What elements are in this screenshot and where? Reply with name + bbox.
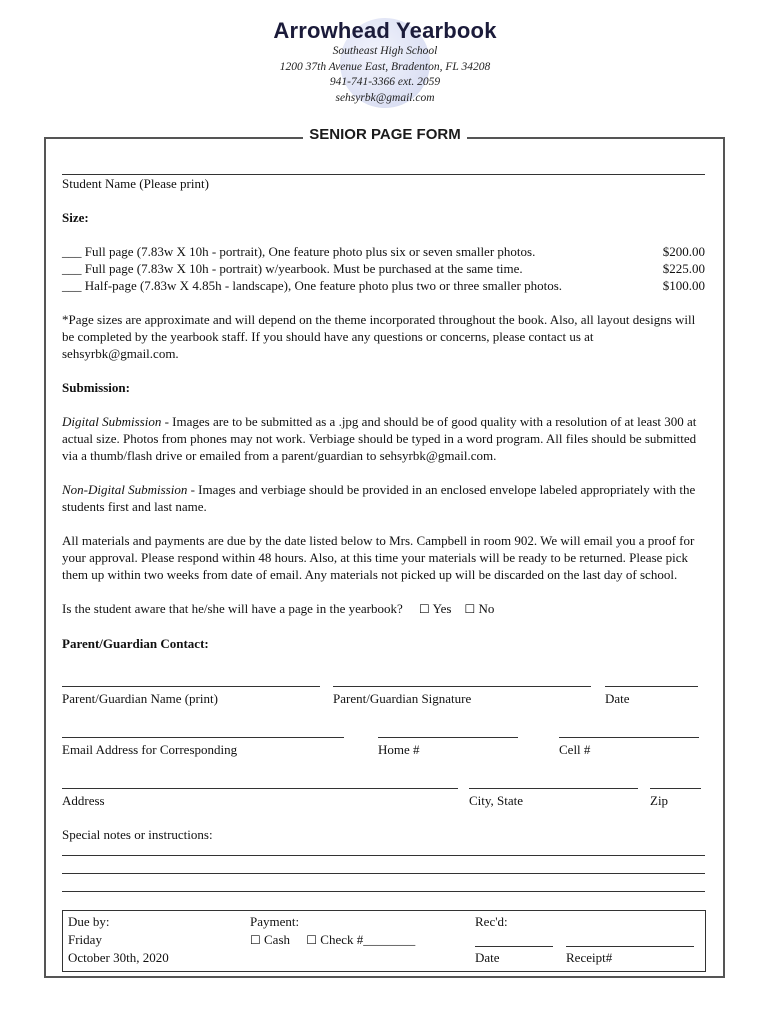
yearbook-title: Arrowhead Yearbook bbox=[273, 18, 497, 43]
digital-submission-paragraph bbox=[62, 413, 705, 464]
due-by-column bbox=[68, 913, 169, 967]
parent-signature-label: Parent/Guardian Signature bbox=[333, 691, 472, 706]
nondigital-submission-text: - Images and verbiage should be provided in an enclosed envelope labeled appropriately with the students first and last name. bbox=[62, 482, 696, 514]
school-phone: 941-741-3366 ext. 2059 bbox=[329, 76, 441, 88]
cell-label: Cell # bbox=[559, 742, 591, 757]
size-note: *Page sizes are approximate and will depend on the theme incorporated throughout the book. Also, all layout designs will be completed by the yearbook staff. If you should have any questions or concerns, please contact us at sehsyrbk@gmail.com. bbox=[62, 312, 696, 361]
recd-date-field[interactable] bbox=[475, 946, 553, 947]
zip-label: Zip bbox=[650, 793, 669, 808]
size-option-price: $200.00 bbox=[662, 244, 705, 259]
no-label: No bbox=[478, 601, 495, 616]
due-paragraph: All materials and payments are due by the date listed below to Mrs. Campbell in room 902. We will email you a proof for your approval. Please respond within 48 hours. Also, at this time your materials will be ready to be returned. Please pick them up within two weeks from date of email. Any materials not picked up will be discarded on the last day of school. bbox=[62, 533, 695, 582]
address-label: Address bbox=[62, 793, 105, 808]
check-label: Check #________ bbox=[320, 932, 416, 947]
yes-checkbox[interactable]: ☐ bbox=[419, 602, 430, 616]
school-email: sehsyrbk@gmail.com bbox=[335, 91, 435, 104]
form-title bbox=[0, 126, 770, 144]
notes-line-3[interactable] bbox=[62, 891, 705, 892]
size-heading: Size: bbox=[62, 210, 89, 225]
email-field[interactable] bbox=[62, 737, 344, 738]
yes-label: Yes bbox=[432, 601, 452, 616]
form-content bbox=[62, 160, 705, 892]
receipt-label: Receipt# bbox=[566, 950, 613, 965]
size-option-full[interactable] bbox=[62, 243, 705, 260]
recd-lines bbox=[475, 931, 508, 949]
city-state-field[interactable] bbox=[469, 788, 638, 789]
city-state-label: City, State bbox=[469, 793, 524, 808]
cell-phone-field[interactable] bbox=[559, 737, 699, 738]
due-day: Friday bbox=[68, 932, 102, 947]
aware-question: Is the student aware that he/she will have a page in the yearbook? bbox=[62, 601, 403, 616]
school-name: Southeast High School bbox=[332, 45, 438, 57]
office-use-box bbox=[62, 910, 706, 972]
home-phone-field[interactable] bbox=[378, 737, 518, 738]
school-address: 1200 37th Avenue East, Bradenton, FL 34208 bbox=[279, 60, 491, 73]
address-field[interactable] bbox=[62, 788, 458, 789]
recd-label: Rec'd: bbox=[475, 914, 508, 929]
notes-line-2[interactable] bbox=[62, 873, 705, 874]
letterhead bbox=[0, 18, 770, 106]
email-label: Email Address for Corresponding bbox=[62, 742, 238, 757]
date-label: Date bbox=[605, 691, 630, 706]
due-by-label: Due by: bbox=[68, 914, 110, 929]
size-option-half[interactable] bbox=[62, 277, 705, 294]
special-notes-label: Special notes or instructions: bbox=[62, 827, 213, 842]
size-option-text: ___ Full page (7.83w X 10h - portrait), One feature photo plus six or seven smaller photos. bbox=[62, 244, 536, 259]
receipt-field[interactable] bbox=[566, 946, 694, 947]
parent-signature-field[interactable] bbox=[333, 686, 591, 687]
size-options bbox=[62, 243, 705, 294]
payment-options bbox=[250, 931, 415, 949]
zip-field[interactable] bbox=[650, 788, 701, 789]
no-checkbox[interactable]: ☐ bbox=[464, 602, 476, 616]
parent-contact-heading: Parent/Guardian Contact: bbox=[62, 636, 209, 651]
recd-captions bbox=[475, 949, 613, 967]
payment-label: Payment: bbox=[250, 914, 300, 929]
parent-date-field[interactable] bbox=[605, 686, 698, 687]
cash-label: Cash bbox=[264, 932, 291, 947]
address-row bbox=[62, 788, 705, 822]
size-option-full-yearbook[interactable] bbox=[62, 260, 705, 277]
size-option-price: $100.00 bbox=[662, 278, 705, 293]
contact-row bbox=[62, 737, 705, 771]
received-column bbox=[475, 913, 613, 967]
size-option-text: ___ Half-page (7.83w X 4.85h - landscape), One feature photo plus two or three smaller photos. bbox=[62, 278, 562, 293]
form-title-text: SENIOR PAGE FORM bbox=[303, 126, 466, 143]
digital-submission-text: - Images are to be submitted as a .jpg and should be of good quality with a resolution of at least 300 at actual size. Photos from phones may not work. Verbiage should be typed in a word program. All files should be submitted via a thumb/flash drive or emailed from a parent/guardian to sehsyrbk@gmail.com. bbox=[62, 414, 697, 463]
payment-column bbox=[250, 913, 415, 949]
nondigital-submission-label: Non-Digital Submission bbox=[62, 482, 188, 497]
recd-date-label: Date bbox=[475, 950, 500, 965]
check-checkbox[interactable]: ☐ bbox=[306, 933, 318, 947]
digital-submission-label: Digital Submission bbox=[62, 414, 162, 429]
submission-heading: Submission: bbox=[62, 380, 130, 395]
parent-name-field[interactable] bbox=[62, 686, 320, 687]
cash-checkbox[interactable]: ☐ bbox=[250, 933, 261, 947]
notes-line-1[interactable] bbox=[62, 855, 705, 856]
parent-name-label: Parent/Guardian Name (print) bbox=[62, 691, 218, 706]
parent-name-row bbox=[62, 686, 705, 720]
size-option-price: $225.00 bbox=[662, 261, 705, 276]
size-option-text: ___ Full page (7.83w X 10h - portrait) w/yearbook. Must be purchased at the same time. bbox=[62, 261, 523, 276]
aware-question-row bbox=[62, 600, 705, 618]
student-name-label: Student Name (Please print) bbox=[62, 176, 209, 191]
home-label: Home # bbox=[378, 742, 420, 757]
nondigital-submission-paragraph bbox=[62, 481, 705, 515]
due-date: October 30th, 2020 bbox=[68, 950, 169, 965]
